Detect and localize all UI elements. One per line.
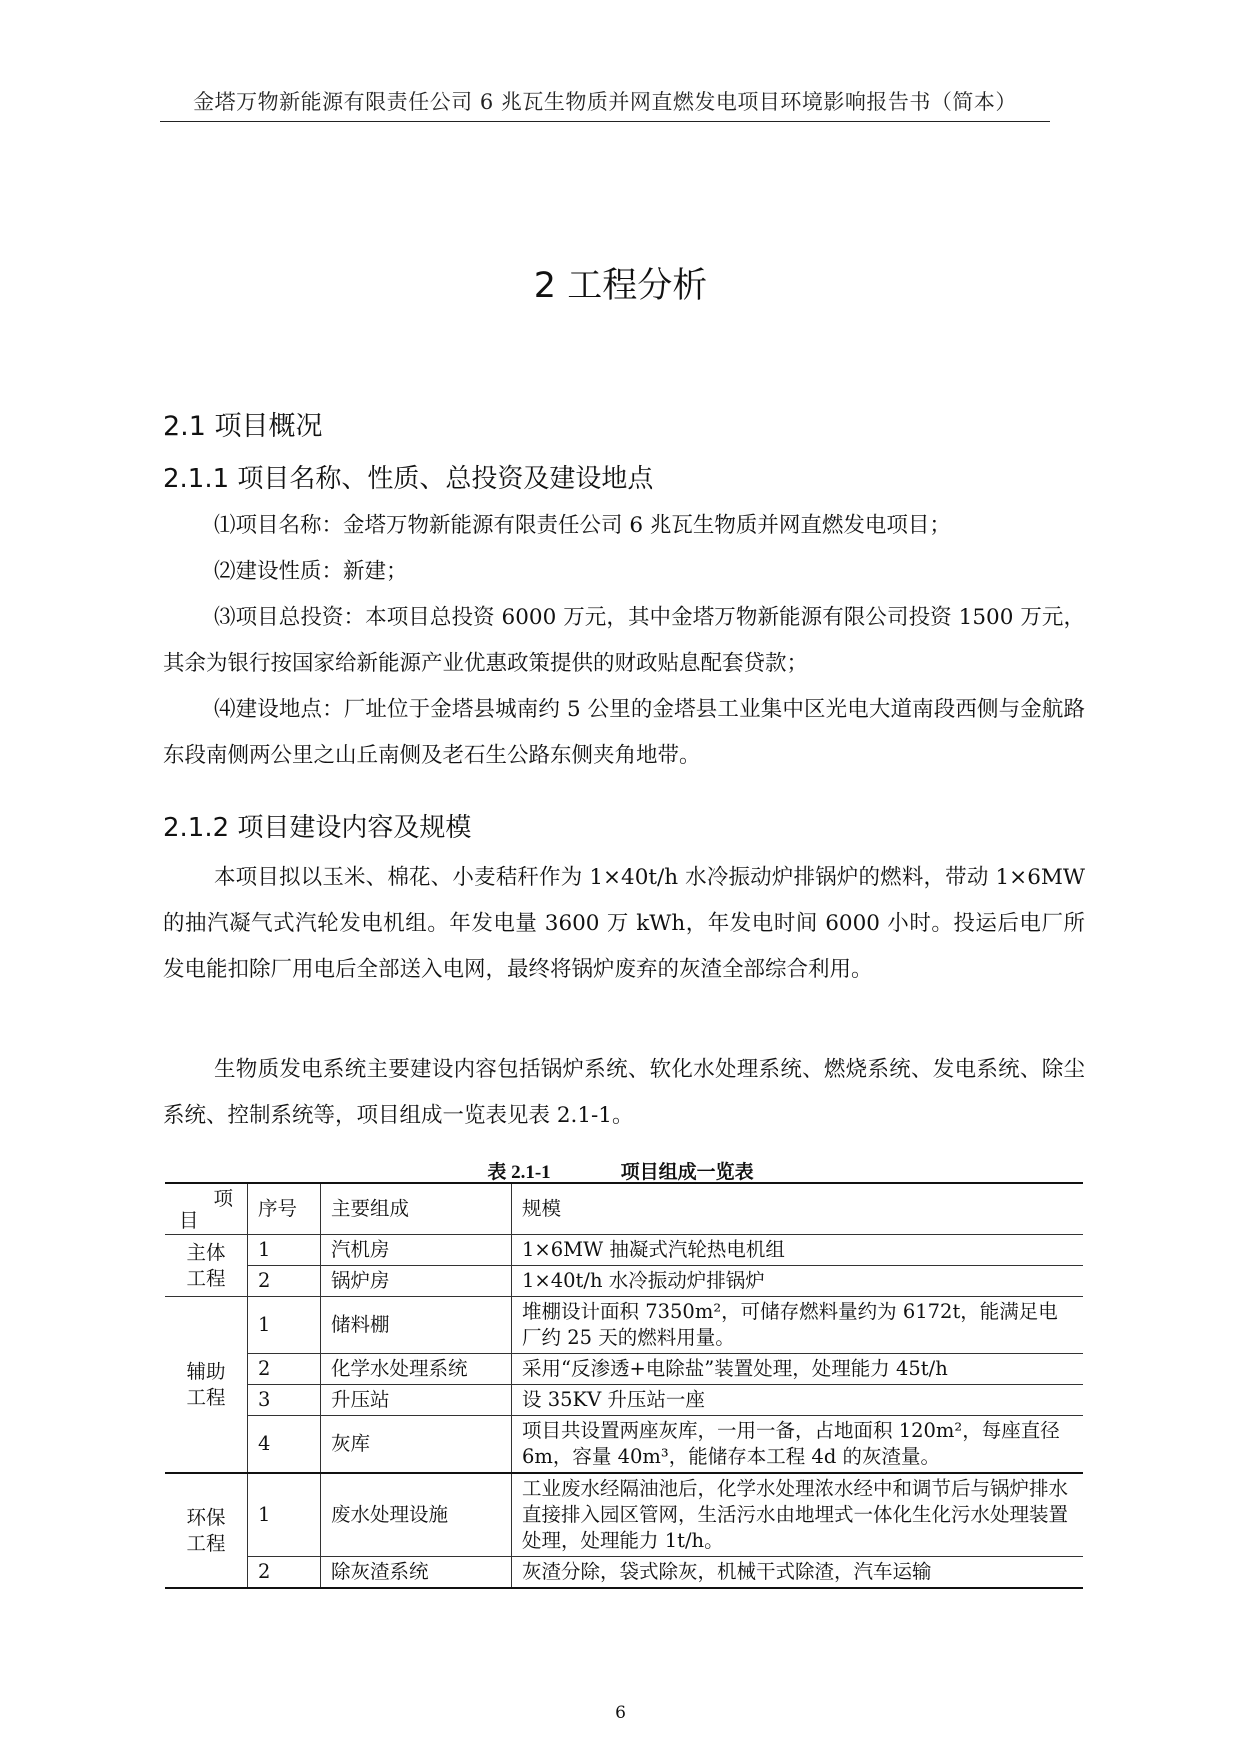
item-2: ⑵建设性质：新建； bbox=[214, 559, 408, 584]
table-header-row bbox=[165, 1183, 1083, 1235]
project-composition-table bbox=[165, 1182, 1083, 1589]
row-scale: 工业废水经隔油池后，化学水处理浓水经中和调节后与锅炉排水直接排入园区管网，生活污水由地埋式一体化生化污水处理装置处理，处理能力 1t/h。 bbox=[512, 1473, 1084, 1557]
row-component: 化学水处理系统 bbox=[321, 1354, 512, 1385]
row-component: 升压站 bbox=[321, 1385, 512, 1416]
page-number: 6 bbox=[615, 1703, 626, 1723]
group-name-text: 辅助工程 bbox=[186, 1359, 226, 1409]
row-component: 汽机房 bbox=[321, 1235, 512, 1266]
row-component: 锅炉房 bbox=[321, 1266, 512, 1297]
row-seq: 1 bbox=[248, 1297, 321, 1354]
header-item-cell bbox=[165, 1183, 248, 1235]
item-1-text: ⑴项目名称：金塔万物新能源有限责任公司 6 兆瓦生物质并网直燃发电项目； bbox=[214, 513, 951, 538]
section-heading-2-1-2: 2.1.2 项目建设内容及规模 bbox=[163, 813, 472, 843]
row-seq: 3 bbox=[248, 1385, 321, 1416]
table-row bbox=[165, 1473, 1083, 1557]
header-rule bbox=[160, 121, 1050, 122]
group-name bbox=[165, 1297, 248, 1474]
table-row bbox=[165, 1354, 1083, 1385]
table-caption bbox=[0, 1157, 1241, 1184]
row-scale: 设 35KV 升压站一座 bbox=[512, 1385, 1084, 1416]
table-row bbox=[165, 1266, 1083, 1297]
table-row bbox=[165, 1557, 1083, 1589]
row-seq: 2 bbox=[248, 1557, 321, 1589]
table-row bbox=[165, 1297, 1083, 1354]
group-name bbox=[165, 1235, 248, 1297]
paragraph-1: 本项目拟以玉米、棉花、小麦秸秆作为 1×40t/h 水冷振动炉排锅炉的燃料，带动 1×6MW 的抽汽凝气式汽轮发电机组。年发电量 3600 万 kWh，年发电时间 6000 小时。投运后电厂所发电能扣除厂用电后全部送入电网，最终将锅炉废弃的灰渣全部综合利用。 bbox=[163, 865, 1085, 982]
item-1 bbox=[163, 503, 1085, 549]
row-scale: 灰渣分除，袋式除灰，机械干式除渣，汽车运输 bbox=[512, 1557, 1084, 1589]
row-scale: 堆棚设计面积 7350m²，可储存燃料量约为 6172t，能满足电厂约 25 天的燃料用量。 bbox=[512, 1297, 1084, 1354]
row-component: 灰库 bbox=[321, 1416, 512, 1474]
row-scale: 项目共设置两座灰库，一用一备，占地面积 120m²，每座直径 6m，容量 40m³，能储存本工程 4d 的灰渣量。 bbox=[512, 1416, 1084, 1474]
row-seq: 4 bbox=[248, 1416, 321, 1474]
row-component: 废水处理设施 bbox=[321, 1473, 512, 1557]
header-seq: 序号 bbox=[248, 1183, 321, 1235]
table-row bbox=[165, 1416, 1083, 1474]
header-item-top: 项 bbox=[213, 1187, 233, 1210]
table-caption-number: 表 2.1-1 bbox=[487, 1162, 551, 1183]
item-3: ⑶项目总投资：本项目总投资 6000 万元，其中金塔万物新能源有限公司投资 1500 万元，其余为银行按国家给新能源产业优惠政策提供的财政贴息配套贷款； bbox=[163, 605, 1085, 676]
chapter-title: 2 工程分析 bbox=[533, 266, 708, 306]
group-name-text: 主体工程 bbox=[186, 1240, 226, 1290]
table-row bbox=[165, 1385, 1083, 1416]
table-row bbox=[165, 1235, 1083, 1266]
row-scale: 1×40t/h 水冷振动炉排锅炉 bbox=[512, 1266, 1084, 1297]
row-scale: 1×6MW 抽凝式汽轮热电机组 bbox=[512, 1235, 1084, 1266]
header-scale: 规模 bbox=[512, 1183, 1084, 1235]
row-seq: 1 bbox=[248, 1473, 321, 1557]
paragraph-2: 生物质发电系统主要建设内容包括锅炉系统、软化水处理系统、燃烧系统、发电系统、除尘系统、控制系统等，项目组成一览表见表 2.1-1。 bbox=[163, 1057, 1085, 1128]
row-component: 除灰渣系统 bbox=[321, 1557, 512, 1589]
header-item-bottom: 目 bbox=[179, 1209, 199, 1232]
item-4: ⑷建设地点：厂址位于金塔县城南约 5 公里的金塔县工业集中区光电大道南段西侧与金航路东段南侧两公里之山丘南侧及老石生公路东侧夹角地带。 bbox=[163, 697, 1085, 768]
running-header: 金塔万物新能源有限责任公司 6 兆瓦生物质并网直燃发电项目环境影响报告书（简本） bbox=[193, 90, 1017, 114]
table-caption-title: 项目组成一览表 bbox=[620, 1162, 754, 1183]
section-heading-2-1: 2.1 项目概况 bbox=[163, 411, 323, 442]
row-seq: 2 bbox=[248, 1354, 321, 1385]
row-component: 储料棚 bbox=[321, 1297, 512, 1354]
row-seq: 1 bbox=[248, 1235, 321, 1266]
row-seq: 2 bbox=[248, 1266, 321, 1297]
group-name bbox=[165, 1473, 248, 1588]
row-scale: 采用“反渗透+电除盐”装置处理，处理能力 45t/h bbox=[512, 1354, 1084, 1385]
header-component: 主要组成 bbox=[321, 1183, 512, 1235]
group-name-text: 环保工程 bbox=[186, 1505, 226, 1555]
section-heading-2-1-1: 2.1.1 项目名称、性质、总投资及建设地点 bbox=[163, 464, 654, 494]
